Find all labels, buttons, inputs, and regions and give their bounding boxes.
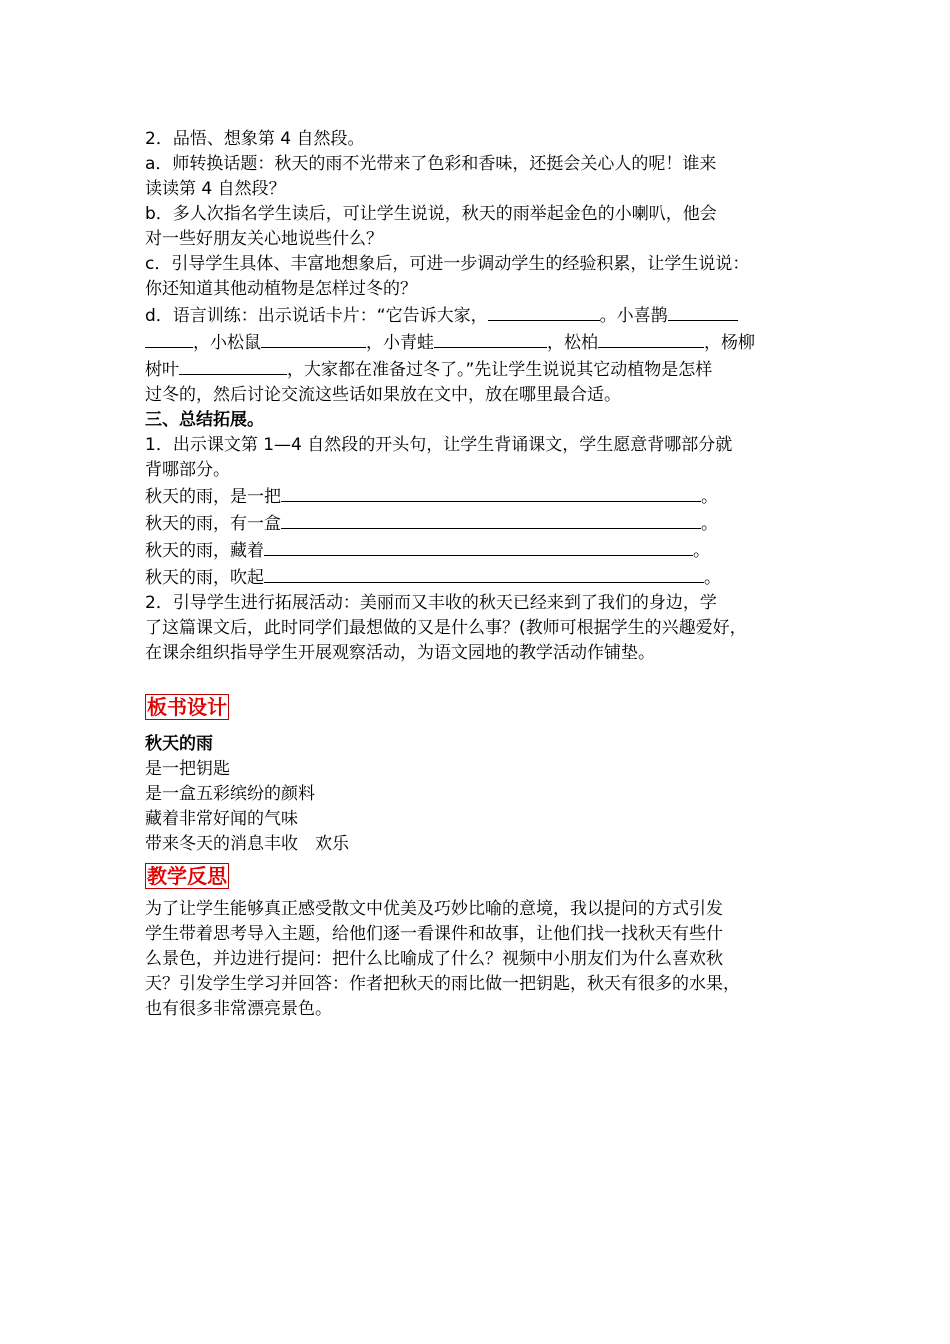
board-heading-row	[145, 694, 825, 722]
d-text-1a: d．语言训练：出示说话卡片：“它告诉大家，	[145, 306, 488, 326]
reflection-line-5: 也有很多非常漂亮景色。	[145, 999, 332, 1019]
fill-blank	[179, 356, 287, 375]
d-text-2b: ，小青蛙	[366, 333, 434, 353]
fill-blank	[261, 329, 366, 348]
section3-p2-line2: 了这篇课文后，此时同学们最想做的又是什么事？(教师可根据学生的兴趣爱好，	[145, 618, 747, 638]
fill-line-2-text: 秋天的雨，有一盒	[145, 514, 281, 534]
board-line-4: 带来冬天的消息丰收 欢乐	[145, 834, 349, 854]
paragraph-a-line1: a．师转换话题：秋天的雨不光带来了色彩和香味，还挺会关心人的呢！谁来	[145, 154, 717, 174]
paragraph-c-line1: c．引导学生具体、丰富地想象后，可进一步调动学生的经验积累，让学生说说：	[145, 254, 750, 274]
fill-blank	[668, 302, 738, 321]
fill-line-1-text: 秋天的雨，是一把	[145, 487, 281, 507]
board-design-heading: 板书设计	[147, 695, 227, 719]
fill-line-3-text: 秋天的雨，藏着	[145, 541, 264, 561]
fill-line-4-text: 秋天的雨，吹起	[145, 568, 264, 588]
section3-p2-line1: 2．引导学生进行拓展活动：美丽而又丰收的秋天已经来到了我们的身边，学	[145, 593, 717, 613]
fill-blank	[488, 302, 600, 321]
fill-line-1	[145, 483, 825, 510]
reflection-line-2: 学生带着思考导入主题，给他们逐一看课件和故事，让他们找一找秋天有些什	[145, 924, 723, 944]
fill-blank	[598, 329, 704, 348]
board-title: 秋天的雨	[145, 734, 213, 754]
d-text-2d: ，杨柳	[704, 333, 755, 353]
fill-blank	[264, 537, 693, 556]
reflection-heading-row	[145, 863, 825, 891]
paragraph-a-line2: 读读第 4 自然段？	[145, 179, 286, 199]
fill-line-2	[145, 510, 825, 537]
spacer	[145, 666, 825, 694]
fill-blank	[434, 329, 547, 348]
fill-line-4	[145, 564, 825, 591]
section3-p1-line2: 背哪部分。	[145, 460, 230, 480]
section2-heading: 2．品悟、想象第 4 自然段。	[145, 129, 365, 149]
paragraph-d-line4: 过冬的，然后讨论交流这些话如果放在文中，放在哪里最合适。	[145, 385, 621, 405]
spacer	[145, 722, 825, 732]
paragraph-d-line1	[145, 302, 825, 329]
end-mark: 。	[693, 541, 710, 561]
paragraph-c-line2: 你还知道其他动植物是怎样过冬的？	[145, 279, 417, 299]
reflection-line-4: 天？引发学生学习并回答：作者把秋天的雨比做一把钥匙，秋天有很多的水果，	[145, 974, 740, 994]
board-line-3: 藏着非常好闻的气味	[145, 809, 298, 829]
end-mark: 。	[701, 487, 718, 507]
fill-blank	[264, 564, 704, 583]
d-text-2c: ，松柏	[547, 333, 598, 353]
fill-line-3	[145, 537, 825, 564]
section3-p1-line1: 1．出示课文第 1—4 自然段的开头句，让学生背诵课文，学生愿意背哪部分就	[145, 435, 733, 455]
d-text-3a: 树叶	[145, 360, 179, 380]
paragraph-b-line2: 对一些好朋友关心地说些什么？	[145, 229, 383, 249]
d-text-3b: ，大家都在准备过冬了。”先让学生说说其它动植物是怎样	[287, 360, 713, 380]
section3-title: 三、总结拓展。	[145, 410, 264, 430]
reflection-line-1: 为了让学生能够真正感受散文中优美及巧妙比喻的意境，我以提问的方式引发	[145, 899, 723, 919]
reflection-line-3: 么景色，并边进行提问：把什么比喻成了什么？视频中小朋友们为什么喜欢秋	[145, 949, 723, 969]
fill-blank	[281, 510, 701, 529]
board-line-1: 是一把钥匙	[145, 759, 230, 779]
board-line-2: 是一盒五彩缤纷的颜料	[145, 784, 315, 804]
paragraph-b-line1: b．多人次指名学生读后，可让学生说说，秋天的雨举起金色的小喇叭，他会	[145, 204, 717, 224]
paragraph-d-line3	[145, 356, 825, 383]
end-mark: 。	[704, 568, 721, 588]
fill-blank	[281, 483, 701, 502]
fill-blank	[145, 329, 193, 348]
d-text-1b: 。小喜鹊	[599, 306, 668, 326]
document-body	[145, 127, 825, 1022]
paragraph-d-line2	[145, 329, 825, 356]
teaching-reflection-heading: 教学反思	[147, 864, 227, 888]
d-text-2a: ，小松鼠	[193, 333, 261, 353]
end-mark: 。	[701, 514, 718, 534]
section3-p2-line3: 在课余组织指导学生开展观察活动，为语文园地的教学活动作铺垫。	[145, 643, 655, 663]
